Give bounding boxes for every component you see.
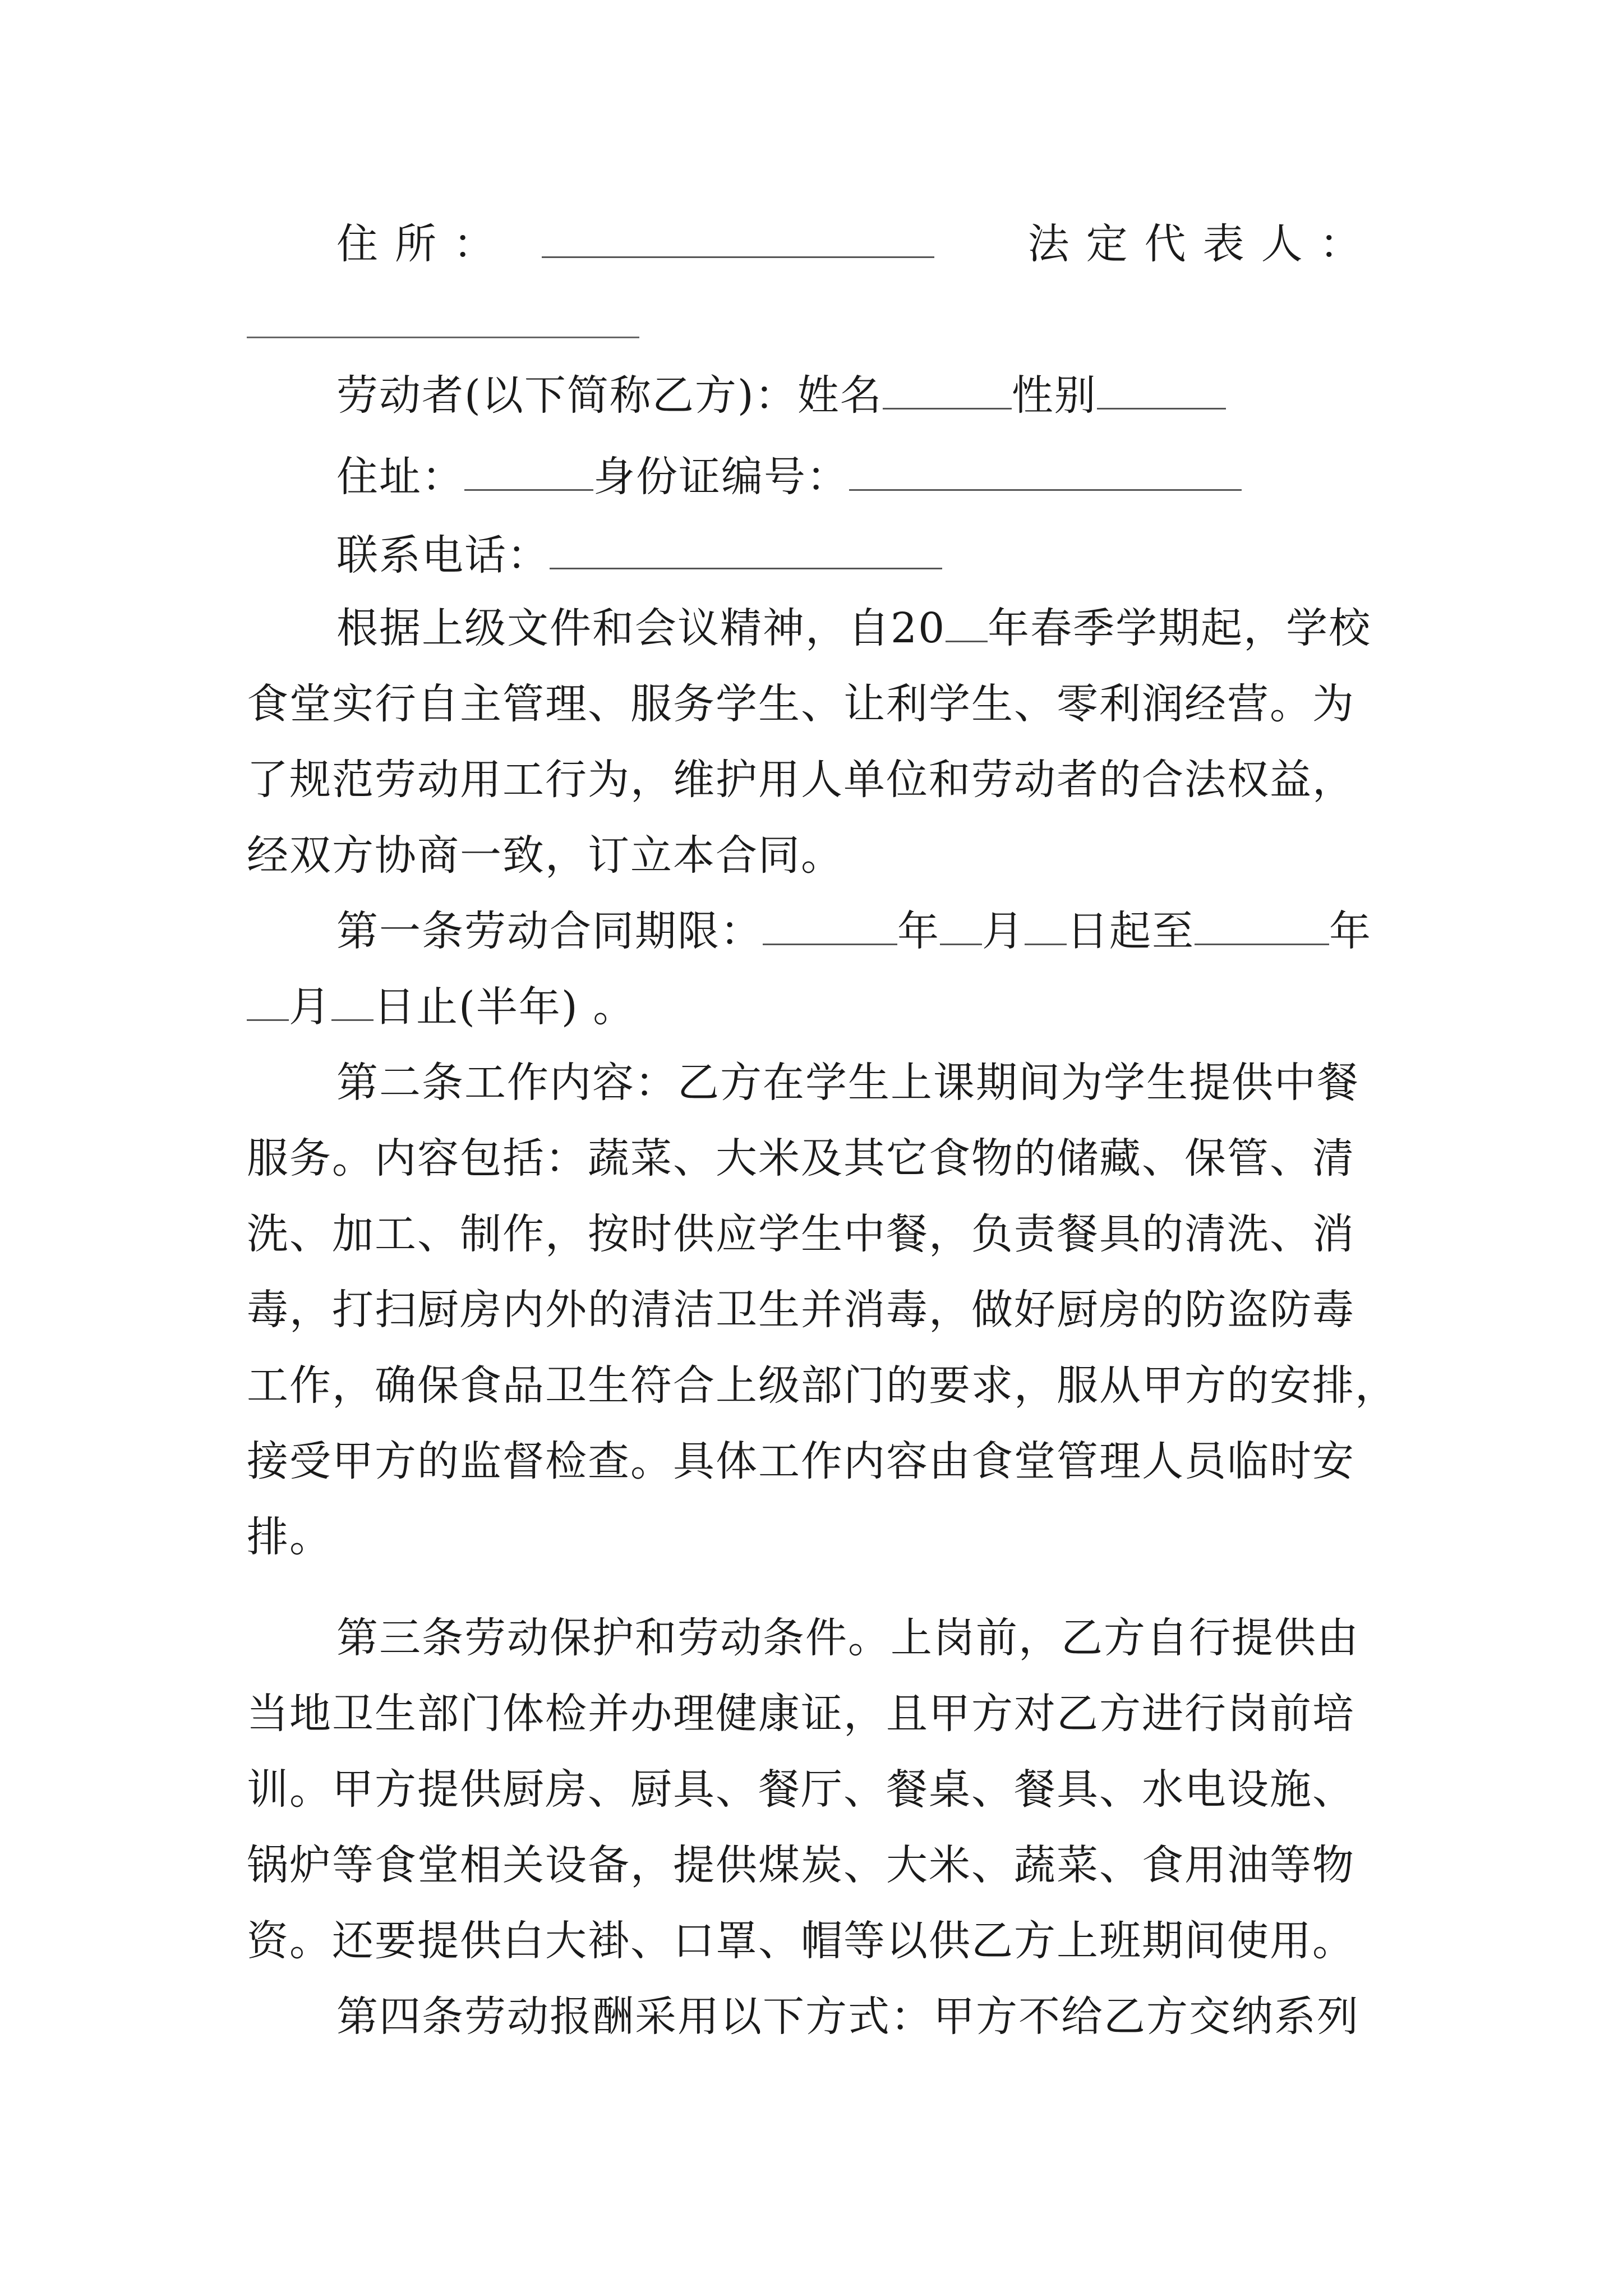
end-month-blank [247,986,289,1021]
article1-line-1 [336,903,1481,959]
article3-line-3: 训。甲方提供厨房、厨具、餐厅、餐桌、餐具、水电设施、 [247,1765,1355,1814]
start-day-blank [1025,910,1067,945]
legal-rep-blank [247,337,639,338]
preamble-text-1b: 年春季学期起，学校 [988,604,1372,652]
article4-line-1: 第四条劳动报酬采用以下方式：甲方不给乙方交纳系列 [336,1993,1359,2041]
preamble-line-3: 了规范劳动用工行为，维护用人单位和劳动者的合法权益， [247,756,1355,804]
article2-line-4: 毒，打扫厨房内外的清洁卫生并消毒，做好厨房的防盗防毒 [247,1286,1355,1334]
id-blank [849,455,1242,491]
article2-line-6: 接受甲方的监督检查。具体工作内容由食堂管理人员临时安 [247,1437,1355,1485]
legal-rep-label: 法定代表人： [1027,220,1378,268]
id-label: 身份证编号： [593,453,849,501]
address-label: 住址： [336,453,464,501]
worker-intro: 劳动者(以下简称乙方)：姓名 [336,371,883,420]
article1-label: 第一条劳动合同期限： [336,907,763,955]
residence-blank [542,223,934,258]
article1-year1: 年 [897,907,940,955]
article3-line-1: 第三条劳动保护和劳动条件。上岗前，乙方自行提供由 [336,1614,1359,1662]
article3-line-5: 资。还要提供白大褂、口罩、帽等以供乙方上班期间使用。 [247,1917,1355,1965]
year-blank [946,607,988,642]
worker-name-line [336,367,1481,424]
article2-line-7: 排。 [247,1513,332,1561]
article1-day-to: 日止(半年) 。 [374,983,636,1031]
worker-phone-line [336,527,1481,583]
article3-line-4: 锅炉等食堂相关设备，提供煤炭、大米、蔬菜、食用油等物 [247,1841,1355,1889]
preamble-line-4: 经双方协商一致，订立本合同。 [247,831,843,880]
article2-line-5: 工作，确保食品卫生符合上级部门的要求，服从甲方的安排， [247,1361,1398,1410]
article2-line-2: 服务。内容包括：蔬菜、大米及其它食物的储藏、保管、清 [247,1134,1355,1182]
preamble-line-2: 食堂实行自主管理、服务学生、让利学生、零利润经营。为 [247,680,1355,728]
phone-blank [550,534,942,569]
phone-label: 联系电话： [336,531,550,579]
preamble-line-1 [336,600,1481,656]
residence-line [336,216,1481,272]
start-year-blank [763,910,897,945]
preamble-text-1a: 根据上级文件和会议精神，自20 [336,604,946,652]
article1-day-from: 日起至 [1067,907,1195,955]
start-month-blank [940,910,982,945]
name-blank [883,374,1012,409]
end-day-blank [331,986,374,1021]
gender-label: 性别 [1011,371,1097,420]
end-year-blank [1195,910,1329,945]
article1-month2: 月 [289,983,331,1031]
article1-line-2 [247,979,1391,1035]
gender-blank [1097,374,1226,409]
worker-address-line [336,449,1481,505]
article2-line-1: 第二条工作内容：乙方在学生上课期间为学生提供中餐 [336,1059,1359,1107]
address-blank [464,455,593,491]
article1-month1: 月 [982,907,1025,955]
residence-label: 住所： [336,220,511,268]
article3-line-2: 当地卫生部门体检并办理健康证，且甲方对乙方进行岗前培 [247,1690,1355,1738]
article2-line-3: 洗、加工、制作，按时供应学生中餐，负责餐具的清洗、消 [247,1210,1355,1258]
article1-year2: 年 [1329,907,1372,955]
